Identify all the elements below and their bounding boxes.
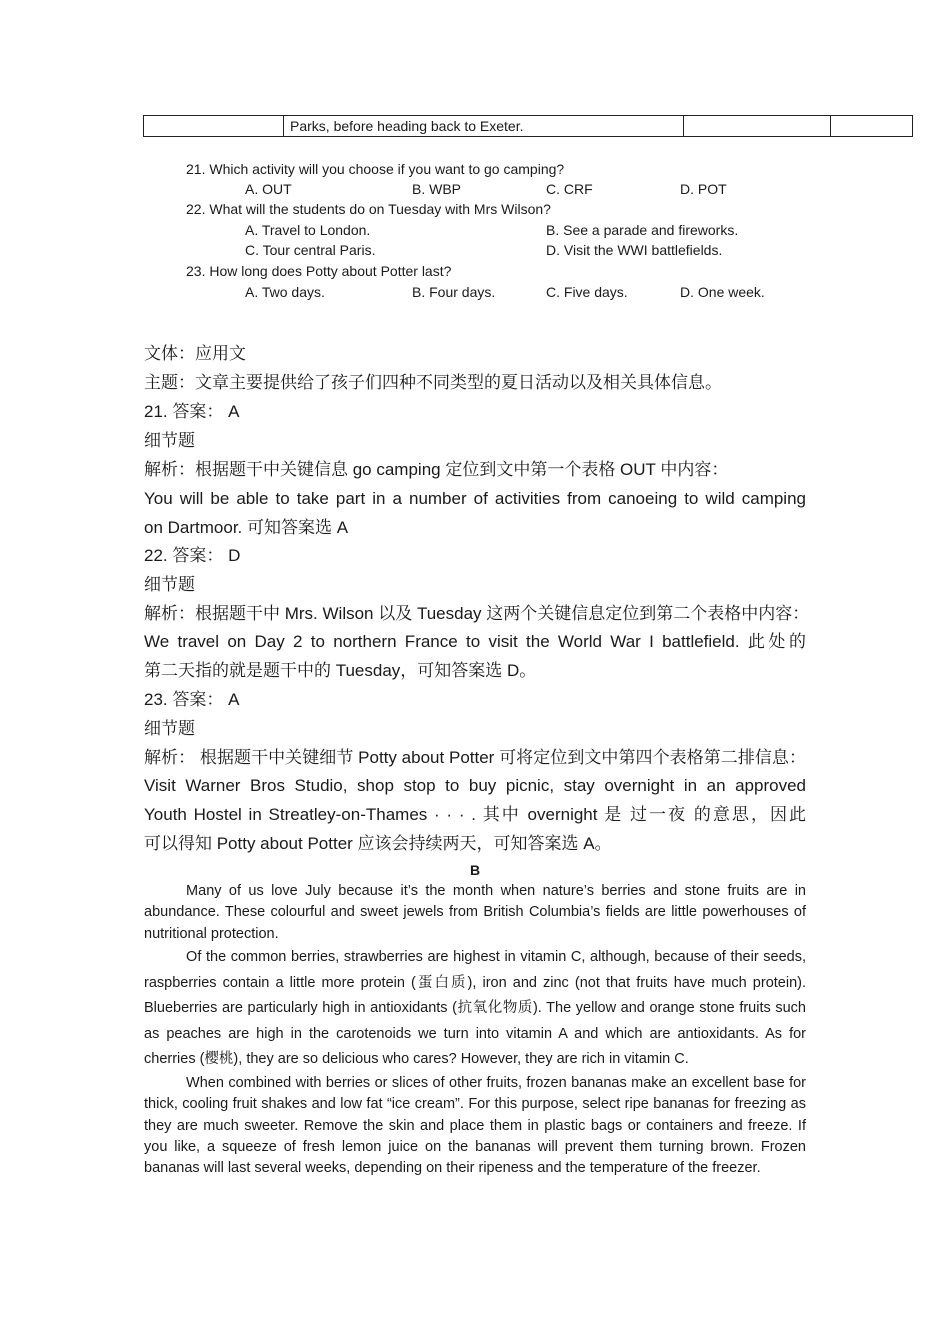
question-23-option-b: B. Four days. — [412, 284, 496, 300]
analysis-genre: 文体：应用文 — [144, 344, 246, 363]
question-21-option-c: C. CRF — [546, 181, 593, 197]
question-22-option-a: A. Travel to London. — [245, 222, 371, 238]
analysis-theme: 主题：文章主要提供给了孩子们四种不同类型的夏日活动以及相关具体信息。 — [144, 373, 722, 392]
question-23-option-d: D. One week. — [680, 284, 765, 300]
question-21-option-d: D. POT — [680, 181, 727, 197]
q22-type: 细节题 — [144, 575, 195, 594]
q23-answer: 23. 答案： A — [144, 690, 240, 709]
table-cell — [684, 116, 831, 137]
q22-explanation-line1: 解析：根据题干中 Mrs. Wilson 以及 Tuesday 这两个关键信息定位到第二个表格中内容： — [144, 604, 810, 623]
schedule-table-fragment — [143, 115, 913, 137]
question-21-option-a: A. OUT — [245, 181, 292, 197]
question-21-option-b: B. WBP — [412, 181, 462, 197]
q21-answer: 21. 答案： A — [144, 402, 240, 421]
question-23-stem: 23. How long does Potty about Potter last? — [186, 263, 452, 279]
question-23-option-c: C. Five days. — [546, 284, 628, 300]
question-22-option-b: B. See a parade and fireworks. — [546, 222, 739, 238]
q21-explanation-line2: You will be able to take part in a number of activities from canoeing to wild camping — [144, 489, 806, 508]
q21-type: 细节题 — [144, 431, 195, 450]
q21-explanation-line3: on Dartmoor. 可知答案选 A — [144, 518, 349, 537]
q22-answer: 22. 答案： D — [144, 546, 241, 565]
table-cell: Parks, before heading back to Exeter. — [284, 116, 684, 137]
passage-b-paragraph-3: When combined with berries or slices of other fruits, frozen bananas make an excellent base for thick, cooling fruit shakes and low fat “ice cream”. For this purpose, select ripe bananas for freezing as they are much sweeter. Remove the skin and place them in plastic bags or containers and freeze. If you like, a squeeze of fresh lemon juice on the bananas will prevent them turning brown. Frozen bananas will last several weeks, depending on their ripeness and the temperature of the freezer. — [144, 1074, 806, 1177]
passage-b-title: B — [469, 862, 481, 878]
table-row — [144, 116, 913, 137]
table-cell — [144, 116, 284, 137]
passage-b-paragraph-1: Many of us love July because it’s the month when nature’s berries and stone fruits are in abundance. These colourful and sweet jewels from British Columbia’s fields are little powerhouses of nutritional protection. — [144, 883, 806, 942]
table-cell — [831, 116, 913, 137]
passage-b-paragraph-2: Of the common berries, strawberries are highest in vitamin C, although, because of their seeds, raspberries contain a little more protein (蛋白质), iron and zinc (not that fruits have much protein). Blueberries are particularly high in antioxidants (抗氧化物质). The yellow and orange stone fruits such as peaches are high in the carotenoids we turn into vitamin A and which are antioxidants. As for cherries (樱桃), they are so delicious who cares? However, they are rich in vitamin C. — [144, 949, 806, 1068]
question-21-stem: 21. Which activity will you choose if you want to go camping? — [186, 161, 565, 177]
passage-b-body — [144, 881, 806, 1180]
question-22-stem: 22. What will the students do on Tuesday with Mrs Wilson? — [186, 201, 551, 217]
question-23-option-a: A. Two days. — [245, 284, 325, 300]
q23-explanation-line1: 解析： 根据题干中关键细节 Potty about Potter 可将定位到文中第四个表格第二排信息： — [144, 748, 806, 767]
question-22-option-c: C. Tour central Paris. — [245, 242, 376, 258]
q22-explanation-line2: We travel on Day 2 to northern France to visit the World War I battlefield. 此处的 — [144, 632, 806, 651]
q23-explanation-line3: Youth Hostel in Streatley-on-Thames · · · . 其中 overnight 是 过一夜 的意思，因此 — [144, 805, 806, 824]
question-22-option-d: D. Visit the WWI battlefields. — [546, 242, 723, 258]
q23-explanation-line4: 可以得知 Potty about Potter 应该会持续两天，可知答案选 A。 — [144, 834, 612, 853]
q21-explanation-line1: 解析：根据题干中关键信息 go camping 定位到文中第一个表格 OUT 中内容： — [144, 460, 729, 479]
q22-explanation-line3: 第二天指的就是题干中的 Tuesday，可知答案选 D。 — [144, 661, 537, 680]
q23-explanation-line2: Visit Warner Bros Studio, shop stop to buy picnic, stay overnight in an approved — [144, 776, 806, 795]
q23-type: 细节题 — [144, 719, 195, 738]
